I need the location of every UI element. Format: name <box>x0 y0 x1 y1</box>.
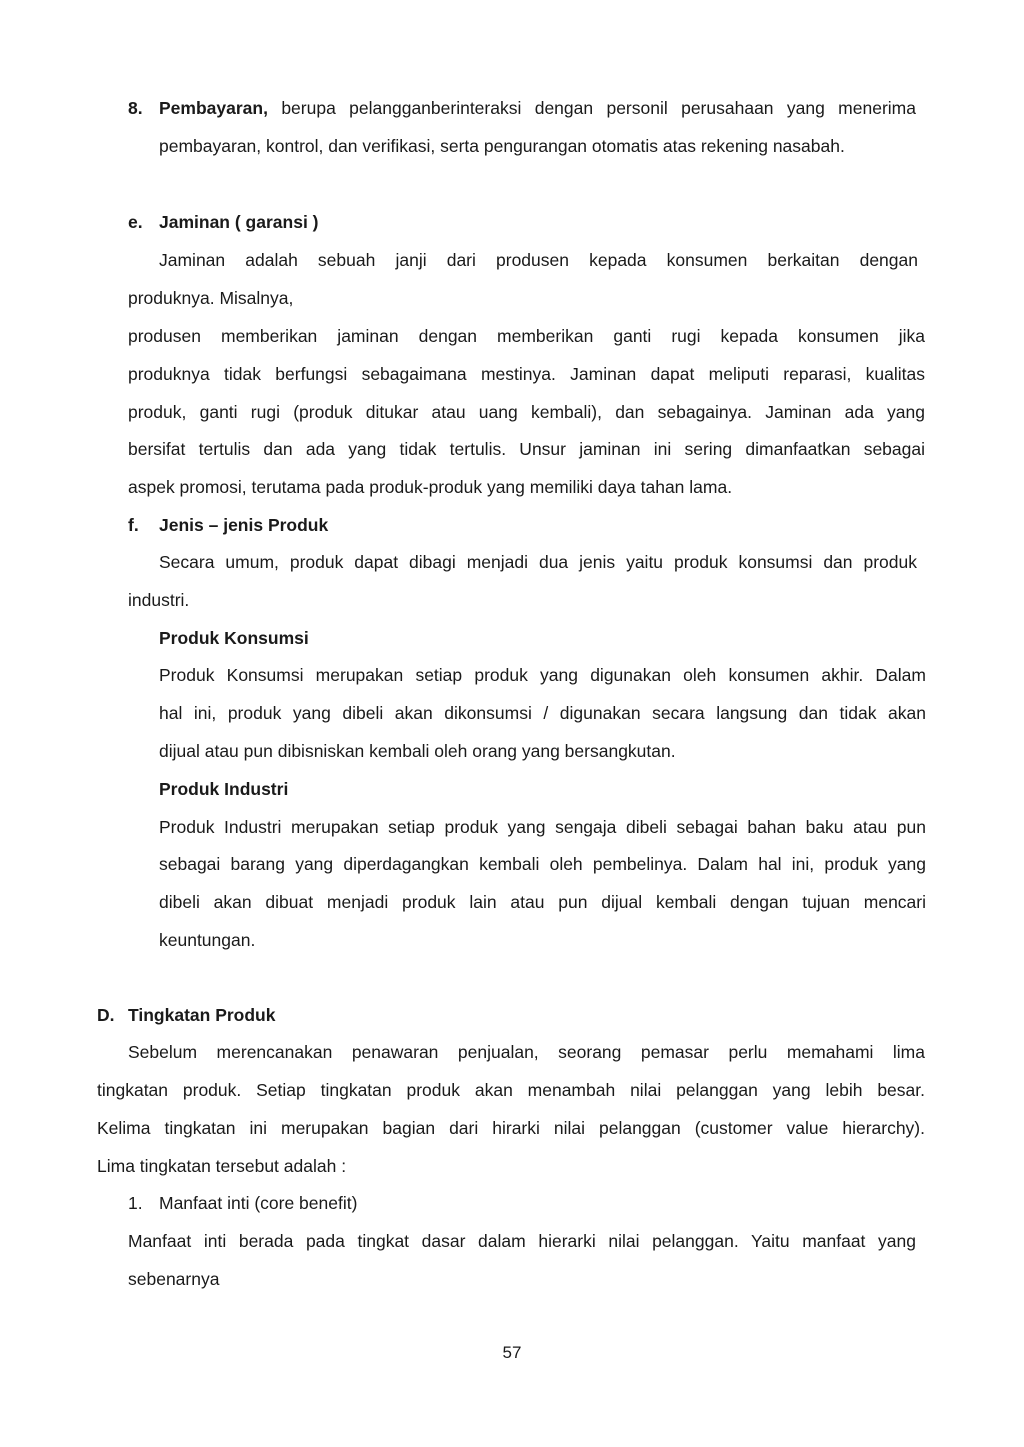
produk-konsumsi-line-2: hal ini, produk yang dibeli akan dikonsumsi / digunakan secara langsung dan tidak akan <box>159 703 926 723</box>
section-e-line-4: produknya tidak berfungsi sebagaimana mestinya. Jaminan dapat meliputi reparasi, kualitas <box>128 364 925 384</box>
section-f-heading: Jenis – jenis Produk <box>159 515 329 535</box>
section-d-line-3: Kelima tingkatan ini merupakan bagian dari hirarki nilai pelanggan (customer value hierarchy). <box>97 1118 925 1138</box>
section-d-item-1-line-2: sebenarnya <box>128 1269 220 1289</box>
section-e-line-2: produknya. Misalnya, <box>128 288 294 308</box>
item-8-line-1 <box>159 96 916 120</box>
section-e-line-1: Jaminan adalah sebuah janji dari produsen kepada konsumen berkaitan dengan <box>159 250 918 270</box>
produk-industri-line-1: Produk Industri merupakan setiap produk yang sengaja dibeli sebagai bahan baku atau pun <box>159 817 926 837</box>
section-e-line-6: bersifat tertulis dan ada yang tidak tertulis. Unsur jaminan ini sering dimanfaatkan sebagai <box>128 439 925 459</box>
produk-industri-line-2: sebagai barang yang diperdagangkan kembali oleh pembelinya. Dalam hal ini, produk yang <box>159 854 926 874</box>
page-number: 57 <box>502 1343 522 1362</box>
section-e-number: e. <box>128 212 143 232</box>
section-d-number: D. <box>97 1005 115 1025</box>
produk-industri-heading: Produk Industri <box>159 779 289 799</box>
produk-konsumsi-heading: Produk Konsumsi <box>159 628 309 648</box>
produk-konsumsi-line-3: dijual atau pun dibisniskan kembali oleh orang yang bersangkutan. <box>159 741 676 761</box>
section-f-line-2: industri. <box>128 590 190 610</box>
item-8-term: Pembayaran, <box>159 98 268 118</box>
section-d-item-1-label: Manfaat inti (core benefit) <box>159 1193 358 1213</box>
produk-industri-line-4: keuntungan. <box>159 930 256 950</box>
produk-industri-line-3: dibeli akan dibuat menjadi produk lain atau pun dijual kembali dengan tujuan mencari <box>159 892 926 912</box>
section-f-line-1: Secara umum, produk dapat dibagi menjadi dua jenis yaitu produk konsumsi dan produk <box>159 552 917 572</box>
section-e-line-5: produk, ganti rugi (produk ditukar atau uang kembali), dan sebagainya. Jaminan ada yang <box>128 402 925 422</box>
section-d-item-1-line-1: Manfaat inti berada pada tingkat dasar dalam hierarki nilai pelanggan. Yaitu manfaat yang <box>128 1231 916 1251</box>
section-d-heading: Tingkatan Produk <box>128 1005 276 1025</box>
section-d-line-2: tingkatan produk. Setiap tingkatan produk akan menambah nilai pelanggan yang lebih besar. <box>97 1080 925 1100</box>
section-d-line-1: Sebelum merencanakan penawaran penjualan, seorang pemasar perlu memahami lima <box>128 1042 925 1062</box>
produk-konsumsi-line-1: Produk Konsumsi merupakan setiap produk yang digunakan oleh konsumen akhir. Dalam <box>159 665 926 685</box>
item-8-line-1-rest: berupa pelangganberinteraksi dengan personil perusahaan yang menerima <box>281 98 916 118</box>
item-8-number: 8. <box>128 98 143 118</box>
section-f-number: f. <box>128 515 139 535</box>
item-8-line-2: pembayaran, kontrol, dan verifikasi, serta pengurangan otomatis atas rekening nasabah. <box>159 136 845 156</box>
section-d-line-4: Lima tingkatan tersebut adalah : <box>97 1156 347 1176</box>
section-e-line-3: produsen memberikan jaminan dengan memberikan ganti rugi kepada konsumen jika <box>128 326 925 346</box>
section-e-heading: Jaminan ( garansi ) <box>159 212 319 232</box>
section-d-item-1-number: 1. <box>128 1193 143 1213</box>
section-e-line-7: aspek promosi, terutama pada produk-produk yang memiliki daya tahan lama. <box>128 477 733 497</box>
